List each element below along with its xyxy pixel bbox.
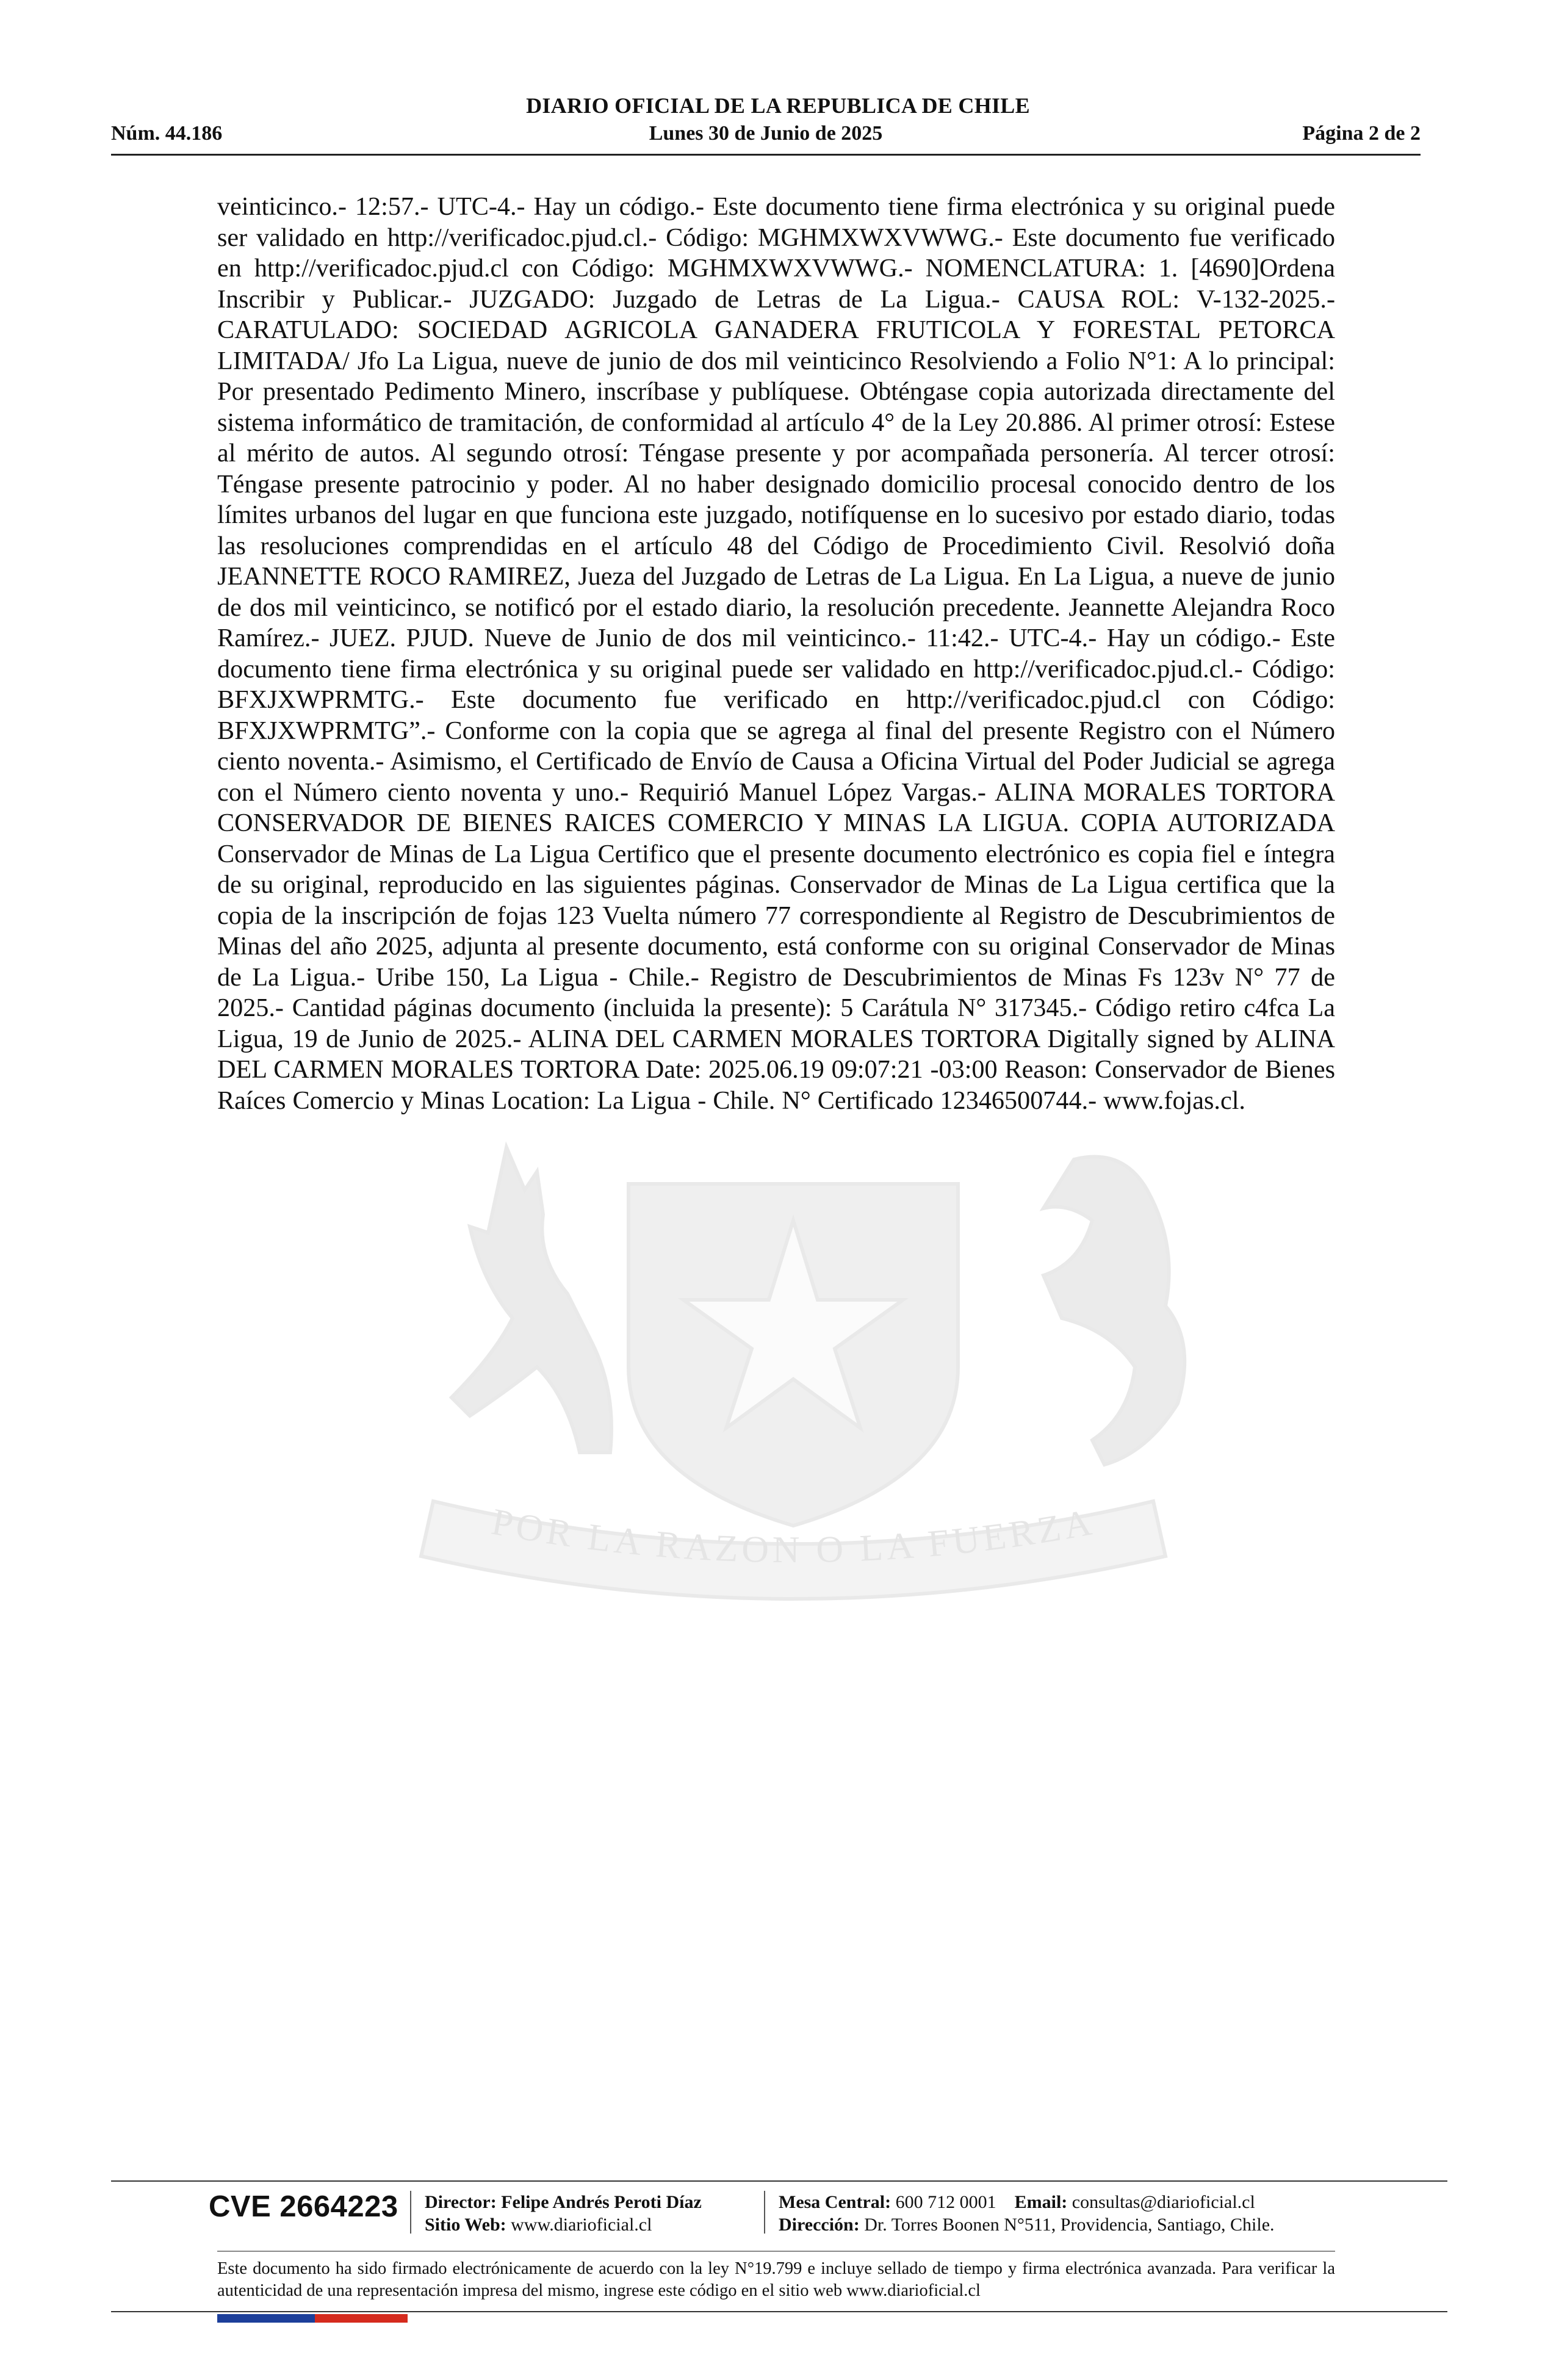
email-label: Email: xyxy=(1014,2192,1068,2212)
address-value: Dr. Torres Boonen N°511, Providencia, Santiago, Chile. xyxy=(864,2215,1275,2235)
cve-code: CVE 2664223 xyxy=(209,2190,398,2223)
website-label: Sitio Web: xyxy=(425,2215,506,2235)
director-name: Felipe Andrés Peroti Díaz xyxy=(501,2192,702,2212)
address-label: Dirección: xyxy=(779,2215,860,2235)
footer-divider-middle xyxy=(217,2251,1335,2252)
website-link[interactable]: www.diarioficial.cl xyxy=(511,2215,652,2235)
document-body: veinticinco.- 12:57.- UTC-4.- Hay un código.- Este documento tiene firma electrónica y su original puede ser validado en http://verificadoc.pjud.cl.- Código: MGHMXWXVWWG.- Este documento fue verificado en http://verificadoc.pjud.cl con Código: MGHMXWXVWWG.- NOMENCLATURA: 1. [4690]Ordena Inscribir y Publicar.- JUZGADO: Juzgado de Letras de La Ligua.- CAUSA ROL: V-132-2025.- CARATULADO: SOCIEDAD AGRICOLA GANADERA FRUTICOLA Y FORESTAL PETORCA LIMITADA/ Jfo La Ligua, nueve de junio de dos mil veinticinco Resolviendo a Folio N°1: A lo principal: Por presentado Pedimento Minero, inscríbase y publíquese. Obténgase copia autorizada directamente del sistema informático de tramitación, de conformidad al artículo 4° de la Ley 20.886. Al primer otrosí: Estese al mérito de autos. Al segundo otrosí: Téngase presente y por acompañada personería. Al tercer otrosí: Téngase presente patrocinio y poder. Al no haber designado domicilio procesal conocido dentro de los límites urbanos del lugar en que funciona este juzgado, notifíquense en lo sucesivo por estado diario, todas las resoluciones comprendidas en el artículo 48 del Código de Procedimiento Civil. Resolvió doña JEANNETTE ROCO RAMIREZ, Jueza del Juzgado de Letras de La Ligua. En La Ligua, a nueve de junio de dos mil veinticinco, se notificó por el estado diario, la resolución precedente. Jeannette Alejandra Roco Ramírez.- JUEZ. PJUD. Nueve de Junio de dos mil veinticinco.- 11:42.- UTC-4.- Hay un código.- Este documento tiene firma electrónica y su original puede ser validado en http://verificadoc.pjud.cl.- Código: BFXJXWPRMTG.- Este documento fue verificado en http://verificadoc.pjud.cl con Código: BFXJXWPRMTG”.- Conforme con la copia que se agrega al final del presente Registro con el Número ciento noventa.- Asimismo, el Certificado de Envío de Causa a Oficina Virtual del Poder Judicial se agrega con el Número ciento noventa y uno.- Requirió Manuel López Vargas.- ALINA MORALES TORTORA CONSERVADOR DE BIENES RAICES COMERCIO Y MINAS LA LIGUA. COPIA AUTORIZADA Conservador de Minas de La Ligua Certifico que el presente documento electrónico es copia fiel e íntegra de su original, reproducido en las siguientes páginas. Conservador de Minas de La Ligua certifica que la copia de la inscripción de fojas 123 Vuelta número 77 correspondiente al Registro de Descubrimientos de Minas del año 2025, adjunta al presente documento, está conforme con su original Conservador de Minas de La Ligua.- Uribe 150, La Ligua - Chile.- Registro de Descubrimientos de Minas Fs 123v N° 77 de 2025.- Cantidad páginas documento (incluida la presente): 5 Carátula N° 317345.- Código retiro c4fca La Ligua, 19 de Junio de 2025.- ALINA DEL CARMEN MORALES TORTORA Digitally signed by ALINA DEL CARMEN MORALES TORTORA Date: 2025.06.19 09:07:21 -03:00 Reason: Conservador de Bienes Raíces Comercio y Minas Location: La Ligua - Chile. N° Certificado 12346500744.- www.fojas.cl. xyxy=(217,192,1335,1115)
coat-of-arms-watermark xyxy=(250,1135,1336,1684)
mesa-phone: 600 712 0001 xyxy=(895,2192,996,2212)
signature-note: Este documento ha sido firmado electrónicamente de acuerdo con la ley N°19.799 e incluye sellado de tiempo y firma electrónica avanzada. Para verificar la autenticidad de una representación impresa del mismo, ingrese este código en el sitio web www.diarioficial.cl xyxy=(217,2259,1335,2300)
footer-divider-top xyxy=(111,2180,1447,2182)
mesa-label: Mesa Central: xyxy=(779,2192,891,2212)
issue-number: Núm. 44.186 xyxy=(111,122,223,145)
flag-stripe-blue xyxy=(217,2314,315,2323)
footer-director-block xyxy=(425,2191,702,2236)
header-row xyxy=(111,122,1421,149)
issue-date: Lunes 30 de Junio de 2025 xyxy=(649,122,883,145)
header-divider xyxy=(111,154,1421,156)
email-link[interactable]: consultas@diarioficial.cl xyxy=(1072,2192,1255,2212)
footer-contact-block xyxy=(779,2191,1275,2236)
page-indicator: Página 2 de 2 xyxy=(1302,122,1421,145)
footer-divider-bottom xyxy=(111,2311,1447,2312)
motto-text: POR LA RAZON O LA FUERZA xyxy=(488,1501,1098,1571)
publication-title: DIARIO OFICIAL DE LA REPUBLICA DE CHILE xyxy=(526,93,1030,118)
flag-stripe-red xyxy=(315,2314,408,2323)
footer-separator-2 xyxy=(764,2191,765,2234)
footer-separator-1 xyxy=(410,2191,411,2234)
director-label: Director: xyxy=(425,2192,497,2212)
